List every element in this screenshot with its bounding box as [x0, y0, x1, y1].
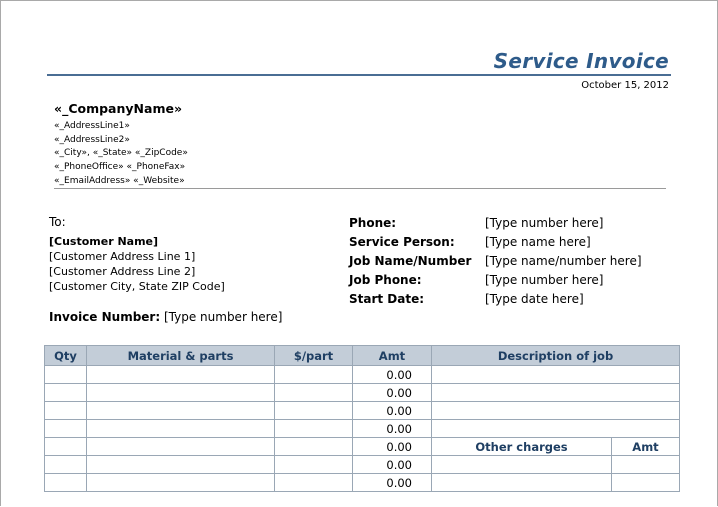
- customer-address-line-1-field[interactable]: [Customer Address Line 1]: [49, 250, 196, 263]
- amt-cell: 0.00: [353, 420, 432, 438]
- table-row: [45, 384, 680, 402]
- description-cell[interactable]: [432, 366, 680, 384]
- company-email-website: «_EmailAddress» «_Website»: [54, 176, 185, 186]
- invoice-number-field[interactable]: [Type number here]: [163, 310, 283, 324]
- company-phone-fax: «_PhoneOffice» «_PhoneFax»: [54, 162, 186, 172]
- qty-cell[interactable]: [45, 456, 87, 474]
- per-part-cell[interactable]: [275, 366, 353, 384]
- to-label: To:: [49, 215, 66, 229]
- table-header-row: [45, 346, 680, 366]
- service-person-label: Service Person:: [349, 235, 455, 249]
- job-name-number-field[interactable]: [Type name/number here]: [485, 254, 642, 268]
- amt-cell: 0.00: [353, 384, 432, 402]
- qty-cell[interactable]: [45, 474, 87, 492]
- company-address-line-2: «_AddressLine2»: [54, 135, 130, 145]
- title-divider: [47, 74, 671, 76]
- start-date-label: Start Date:: [349, 292, 425, 306]
- description-cell[interactable]: [432, 420, 680, 438]
- amt-cell: 0.00: [353, 366, 432, 384]
- other-charges-cell[interactable]: [432, 474, 612, 492]
- amt-cell: 0.00: [353, 474, 432, 492]
- job-phone-field[interactable]: [Type number here]: [485, 273, 604, 287]
- other-charges-amt-cell[interactable]: [612, 456, 680, 474]
- phone-label: Phone:: [349, 216, 397, 230]
- table-row: [45, 420, 680, 438]
- table-row: [45, 366, 680, 384]
- job-name-number-label: Job Name/Number: [349, 254, 472, 268]
- company-city-state-zip: «_City», «_State» «_ZipCode»: [54, 148, 188, 158]
- items-table: [44, 345, 680, 492]
- table-row: [45, 402, 680, 420]
- invoice-title: Service Invoice: [493, 49, 669, 73]
- description-cell[interactable]: [432, 402, 680, 420]
- company-address-line-1: «_AddressLine1»: [54, 121, 130, 131]
- material-header: Material & parts: [87, 346, 275, 366]
- amt-cell: 0.00: [353, 402, 432, 420]
- qty-cell[interactable]: [45, 402, 87, 420]
- amt-cell: 0.00: [353, 456, 432, 474]
- material-cell[interactable]: [87, 420, 275, 438]
- customer-city-field[interactable]: [Customer City, State ZIP Code]: [49, 280, 225, 293]
- qty-header: Qty: [45, 346, 87, 366]
- per-part-cell[interactable]: [275, 456, 353, 474]
- per-part-header: $/part: [275, 346, 353, 366]
- table-row: [45, 456, 680, 474]
- per-part-cell[interactable]: [275, 402, 353, 420]
- qty-cell[interactable]: [45, 420, 87, 438]
- start-date-field[interactable]: [Type date here]: [485, 292, 584, 306]
- amt-header: Amt: [353, 346, 432, 366]
- description-header: Description of job: [432, 346, 680, 366]
- invoice-date: October 15, 2012: [581, 80, 669, 91]
- material-cell[interactable]: [87, 456, 275, 474]
- material-cell[interactable]: [87, 438, 275, 456]
- qty-cell[interactable]: [45, 366, 87, 384]
- other-charges-amt-cell[interactable]: [612, 474, 680, 492]
- material-cell[interactable]: [87, 384, 275, 402]
- qty-cell[interactable]: [45, 384, 87, 402]
- table-row: [45, 438, 680, 456]
- job-phone-label: Job Phone:: [349, 273, 422, 287]
- material-cell[interactable]: [87, 402, 275, 420]
- table-row: [45, 474, 680, 492]
- customer-name-field[interactable]: [Customer Name]: [49, 235, 159, 248]
- per-part-cell[interactable]: [275, 384, 353, 402]
- material-cell[interactable]: [87, 366, 275, 384]
- invoice-number-label: Invoice Number:: [49, 310, 161, 324]
- service-person-field[interactable]: [Type name here]: [485, 235, 591, 249]
- phone-field[interactable]: [Type number here]: [485, 216, 604, 230]
- company-name: «_CompanyName»: [54, 101, 183, 116]
- per-part-cell[interactable]: [275, 474, 353, 492]
- description-cell[interactable]: [432, 384, 680, 402]
- customer-address-line-2-field[interactable]: [Customer Address Line 2]: [49, 265, 196, 278]
- invoice-number-row: [49, 310, 282, 324]
- amt-cell: 0.00: [353, 438, 432, 456]
- qty-cell[interactable]: [45, 438, 87, 456]
- other-charges-amt-header: Amt: [612, 438, 680, 456]
- header-divider: [54, 188, 666, 189]
- material-cell[interactable]: [87, 474, 275, 492]
- other-charges-cell[interactable]: [432, 456, 612, 474]
- per-part-cell[interactable]: [275, 438, 353, 456]
- other-charges-header: Other charges: [432, 438, 612, 456]
- per-part-cell[interactable]: [275, 420, 353, 438]
